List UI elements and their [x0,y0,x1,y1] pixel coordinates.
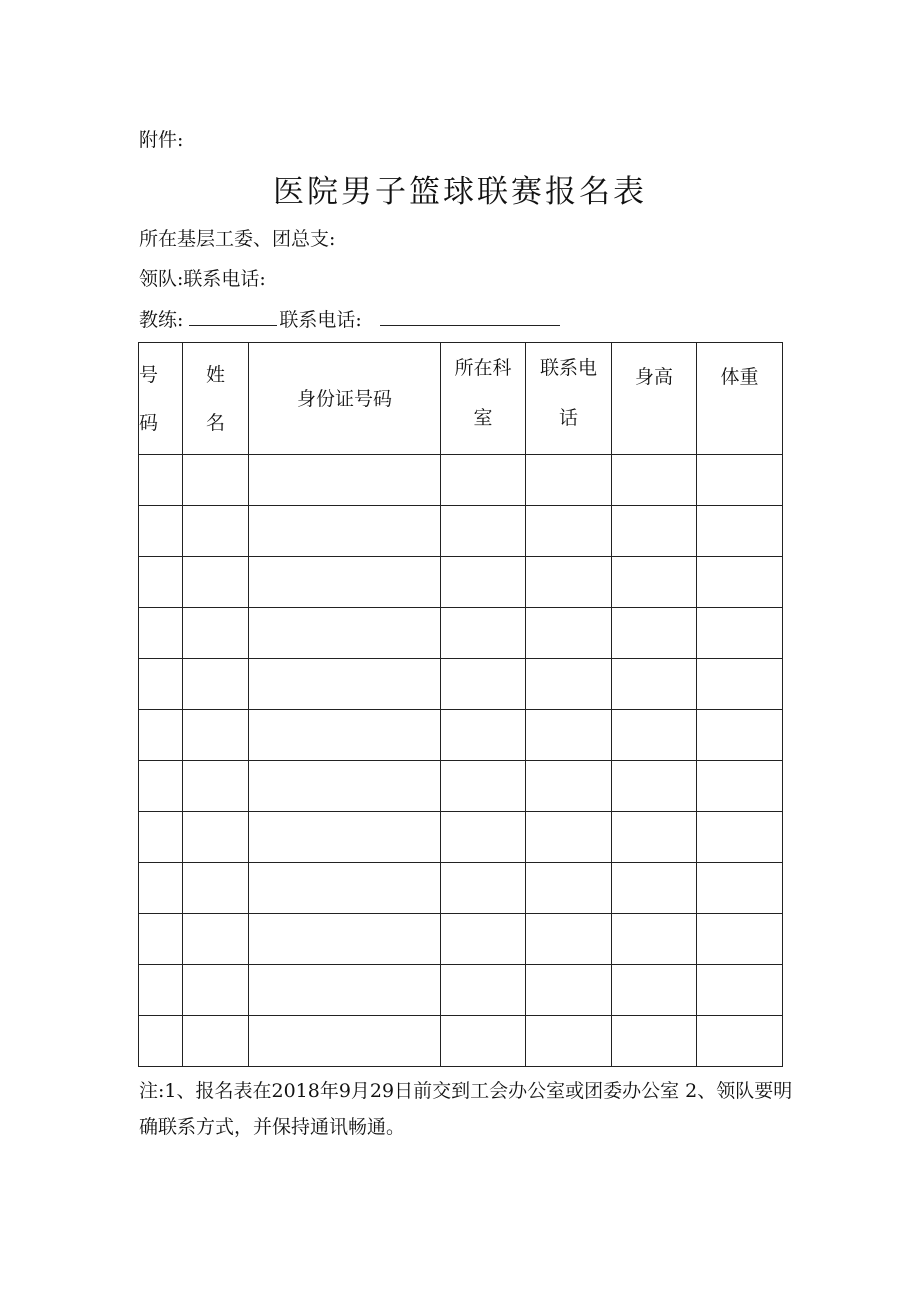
table-cell[interactable] [249,761,441,812]
table-cell[interactable] [183,1016,249,1067]
table-cell[interactable] [526,965,612,1016]
table-cell[interactable] [139,455,183,506]
table-cell[interactable] [441,659,526,710]
table-cell[interactable] [183,608,249,659]
table-cell[interactable] [139,863,183,914]
table-row [139,659,783,710]
footnote: 注:1、报名表在2018年9月29日前交到工会办公室或团委办公室 2、领队要明确联系方式，并保持通讯畅通。 [139,1080,793,1138]
table-cell[interactable] [526,557,612,608]
table-cell[interactable] [612,965,697,1016]
table-cell[interactable] [612,761,697,812]
header-id-number: 身份证号码 [249,343,441,455]
leader-field [139,264,266,291]
table-row [139,863,783,914]
header-name-line1: 姓 [205,363,225,386]
table-cell[interactable] [183,965,249,1016]
table-cell[interactable] [612,812,697,863]
table-cell[interactable] [249,914,441,965]
table-cell[interactable] [249,557,441,608]
table-cell[interactable] [526,761,612,812]
header-number [139,343,183,455]
table-cell[interactable] [441,965,526,1016]
header-number-line2: 码 [139,411,159,434]
table-row [139,812,783,863]
table-cell[interactable] [183,761,249,812]
coach-field [139,305,560,332]
table-row [139,1016,783,1067]
table-cell[interactable] [441,455,526,506]
table-cell[interactable] [249,863,441,914]
table-row [139,506,783,557]
table-cell[interactable] [526,455,612,506]
table-cell[interactable] [249,1016,441,1067]
header-phone [526,343,612,455]
header-department [441,343,526,455]
table-cell[interactable] [441,608,526,659]
table-cell[interactable] [697,608,783,659]
table-cell[interactable] [526,710,612,761]
table-cell[interactable] [249,965,441,1016]
table-cell[interactable] [249,455,441,506]
table-cell[interactable] [441,710,526,761]
header-phone-line1: 联系电 [539,357,597,379]
header-weight: 体重 [697,343,783,455]
table-cell[interactable] [441,1016,526,1067]
form-title: 医院男子篮球联赛报名表 [273,174,647,210]
table-cell[interactable] [249,710,441,761]
table-cell[interactable] [526,914,612,965]
table-cell[interactable] [139,557,183,608]
unit-label: 所在基层工委、团总支: [139,228,336,250]
table-cell[interactable] [697,1016,783,1067]
header-department-line2: 室 [473,407,493,429]
table-cell[interactable] [183,557,249,608]
table-cell[interactable] [612,557,697,608]
table-cell[interactable] [139,914,183,965]
table-cell[interactable] [441,812,526,863]
table-cell[interactable] [612,710,697,761]
table-cell[interactable] [441,761,526,812]
table-cell[interactable] [139,506,183,557]
header-name [183,343,249,455]
table-cell[interactable] [441,863,526,914]
table-cell[interactable] [612,659,697,710]
table-cell[interactable] [612,863,697,914]
table-cell[interactable] [612,506,697,557]
header-department-line1: 所在科 [454,357,512,379]
table-row [139,557,783,608]
table-cell[interactable] [697,557,783,608]
table-cell[interactable] [139,761,183,812]
table-cell[interactable] [526,863,612,914]
registration-table [138,342,783,1067]
table-cell[interactable] [183,710,249,761]
leader-phone-label: 联系电话: [183,268,266,290]
table-cell[interactable] [612,608,697,659]
table-cell[interactable] [697,710,783,761]
coach-phone-label: 联系电话: [279,309,362,331]
table-cell[interactable] [526,506,612,557]
table-cell[interactable] [249,812,441,863]
table-row [139,761,783,812]
coach-phone-blank[interactable] [380,307,560,326]
table-cell[interactable] [697,506,783,557]
header-number-line1: 号 [139,363,159,386]
table-cell[interactable] [526,659,612,710]
table-cell[interactable] [526,1016,612,1067]
table-cell[interactable] [139,1016,183,1067]
table-cell[interactable] [697,914,783,965]
attachment-label: 附件: [139,129,184,151]
table-cell[interactable] [139,965,183,1016]
table-cell[interactable] [249,506,441,557]
table-cell[interactable] [697,863,783,914]
table-cell[interactable] [441,557,526,608]
table-cell[interactable] [183,659,249,710]
table-cell[interactable] [139,710,183,761]
table-cell[interactable] [249,659,441,710]
table-cell[interactable] [697,965,783,1016]
table-cell[interactable] [139,608,183,659]
table-cell[interactable] [612,455,697,506]
table-cell[interactable] [697,812,783,863]
leader-label: 领队: [139,268,184,290]
table-cell[interactable] [612,1016,697,1067]
table-cell[interactable] [612,914,697,965]
table-cell[interactable] [697,659,783,710]
header-phone-line2: 话 [558,407,578,429]
table-header-row [139,343,783,455]
header-height: 身高 [612,343,697,455]
table-cell[interactable] [697,455,783,506]
table-body [139,455,783,1067]
table-row [139,608,783,659]
header-name-line2: 名 [205,411,225,434]
table-cell[interactable] [139,659,183,710]
table-cell[interactable] [441,914,526,965]
unit-field [139,224,335,251]
table-row [139,710,783,761]
table-row [139,914,783,965]
table-cell[interactable] [183,506,249,557]
table-row [139,455,783,506]
table-cell[interactable] [183,455,249,506]
table-cell[interactable] [139,812,183,863]
coach-name-blank[interactable] [189,307,277,326]
table-cell[interactable] [249,608,441,659]
table-cell[interactable] [526,608,612,659]
table-cell[interactable] [526,812,612,863]
table-cell[interactable] [697,761,783,812]
table-row [139,965,783,1016]
table-cell[interactable] [441,506,526,557]
coach-label: 教练: [139,309,184,331]
table-cell[interactable] [183,812,249,863]
table-cell[interactable] [183,914,249,965]
table-cell[interactable] [183,863,249,914]
